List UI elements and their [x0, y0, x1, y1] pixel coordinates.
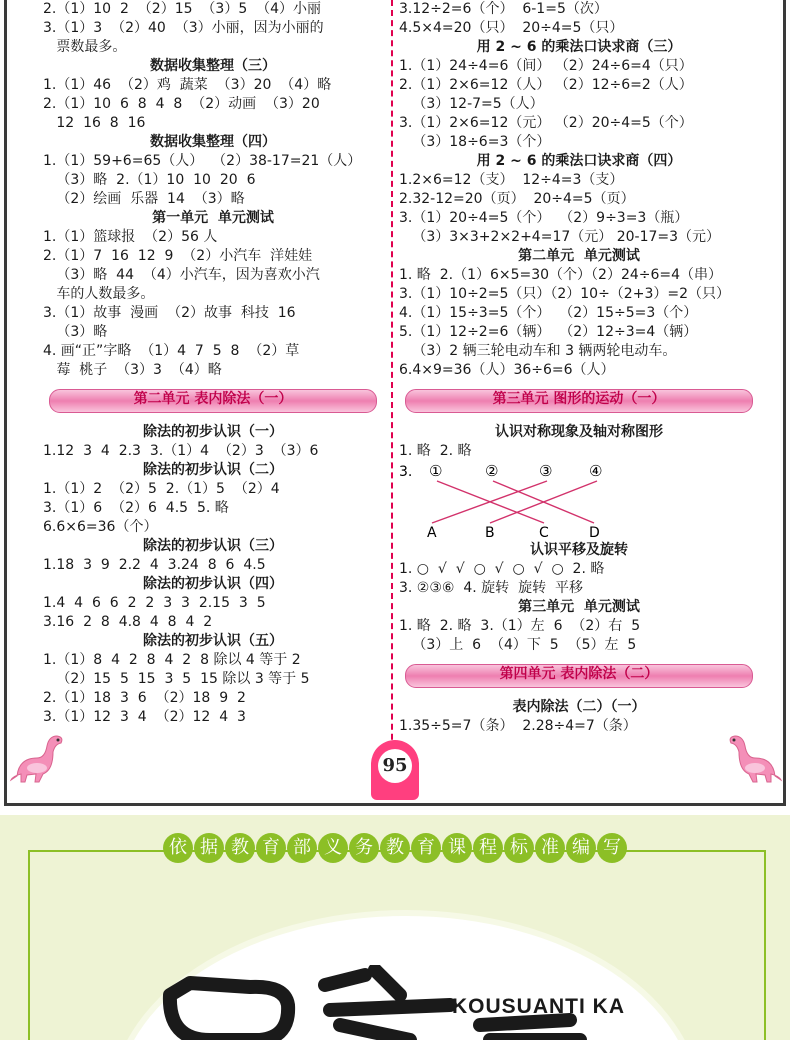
answer-line: 4.5×4=20（只） 20÷4=5（只） [399, 20, 624, 36]
section-heading: 认识对称现象及轴对称图形 [495, 424, 663, 440]
slogan-char: 依 [163, 833, 193, 863]
answer-line: 1.12 3 4 2.3 3.（1）4 （2）3 （3）6 [43, 443, 319, 459]
answer-line: 1.（1）篮球报 （2）56 人 [43, 229, 218, 245]
answer-line: （3）18÷6=3（个） [399, 134, 551, 150]
section-heading: 表内除法（二）（一） [512, 699, 646, 715]
bottom-label: C [539, 525, 549, 541]
section-heading: 第三单元 单元测试 [518, 599, 640, 615]
section-heading: 除法的初步认识（五） [143, 633, 283, 649]
section-heading: 第一单元 单元测试 [152, 210, 274, 226]
slogan-char: 教 [225, 833, 255, 863]
answer-line: 6.4×9=36（人）36÷6=6（人） [399, 362, 615, 378]
top-label: ③ [539, 462, 553, 480]
question-number: 3. [399, 464, 413, 480]
slogan-char: 编 [566, 833, 596, 863]
answer-line: 1. 略 2.（1）6×5=30（个）（2）24÷6=4（串） [399, 267, 723, 283]
slogan-char: 育 [411, 833, 441, 863]
section-heading: 用 2 ~ 6 的乘法口诀求商（三） [476, 39, 682, 55]
answer-line: 2.（1）10 2 （2）15 （3）5 （4）小丽 [43, 1, 322, 17]
section-heading: 除法的初步认识（四） [143, 576, 283, 592]
answer-line: 1.（1）59+6=65（人） （2）38-17=21（人） [43, 153, 362, 169]
answer-line: 1.4 4 6 6 2 2 3 3 2.15 3 5 [43, 595, 266, 611]
dinosaur-icon [9, 728, 69, 783]
answer-line: 2.（1）10 6 8 4 8 （2）动画 （3）20 [43, 96, 320, 112]
answer-line: 1.（1）46 （2）鸡 蔬菜 （3）20 （4）略 [43, 77, 332, 93]
answer-line: 4. 画“正”字略 （1）4 7 5 8 （2）草 [43, 343, 300, 359]
top-label: ② [485, 462, 499, 480]
section-heading: 第二单元 单元测试 [518, 248, 640, 264]
brand-pinyin: KOUSUANTI KA [452, 995, 625, 1018]
answer-line: 车的人数最多。 [43, 286, 155, 302]
answer-line: 2.（1）7 16 12 9 （2）小汽车 洋娃娃 [43, 248, 313, 264]
answer-line: 2.（1）18 3 6 （2）18 9 2 [43, 690, 246, 706]
answer-line: 1.2×6=12（支） 12÷4=3（支） [399, 172, 624, 188]
answer-line: 1. 略 2. 略 [399, 443, 472, 459]
answer-line: 5.（1）12÷2=6（辆） （2）12÷3=4（辆） [399, 324, 698, 340]
answer-line: 3.16 2 8 4.8 4 8 4 2 [43, 614, 213, 630]
left-column [43, 0, 383, 727]
slogan-char: 课 [442, 833, 472, 863]
answer-line: 2.32-12=20（页） 20÷4=5（页） [399, 191, 635, 207]
section-heading: 除法的初步认识（二） [143, 462, 283, 478]
answer-line: 莓 桃子 （3）3 （4）略 [43, 362, 222, 378]
unit-title: 第三单元 图形的运动（一） [492, 391, 666, 407]
page-number-tab [371, 740, 419, 800]
slogan-char: 据 [194, 833, 224, 863]
answer-line: 6.6×6=36（个） [43, 519, 158, 535]
top-label: ④ [589, 462, 603, 480]
answer-page [4, 0, 786, 806]
book-cover-preview [0, 815, 790, 1040]
slogan-char: 务 [349, 833, 379, 863]
answer-line: 3.（1）2×6=12（元） （2）20÷4=5（个） [399, 115, 693, 131]
answer-line: 3.（1）6 （2）6 4.5 5. 略 [43, 500, 229, 516]
column-divider [391, 0, 393, 790]
answer-line: （3）上 6 （4）下 5 （5）左 5 [399, 637, 637, 653]
slogan-char: 义 [318, 833, 348, 863]
answer-line: 1.35÷5=7（条） 2.28÷4=7（条） [399, 718, 637, 734]
right-column [399, 0, 759, 736]
unit-banner [43, 383, 383, 417]
section-heading: 用 2 ~ 6 的乘法口诀求商（四） [476, 153, 682, 169]
answer-line: 3.（1）3 （2）40 （3）小丽，因为小丽的 [43, 20, 324, 36]
slogan-char: 部 [287, 833, 317, 863]
answer-line: 1.（1）8 4 2 8 4 2 8 除以 4 等于 2 [43, 652, 301, 668]
bottom-label: D [589, 525, 600, 541]
section-heading: 除法的初步认识（一） [143, 424, 283, 440]
slogan-char: 程 [473, 833, 503, 863]
answer-line: 3. ②③⑥ 4. 旋转 旋转 平移 [399, 580, 583, 596]
section-heading: 数据收集整理（四） [150, 134, 276, 150]
top-label: ① [429, 462, 443, 480]
page-number: 95 [378, 749, 412, 783]
answer-line: 1.（1）24÷4=6（间） （2）24÷6=4（只） [399, 58, 693, 74]
slogan-char: 教 [380, 833, 410, 863]
answer-line: （3）12-7=5（人） [399, 96, 544, 112]
slogan-bar [0, 833, 790, 863]
unit-banner [399, 383, 759, 417]
slogan-char: 标 [504, 833, 534, 863]
match-line [490, 481, 597, 523]
answer-line: （2）绘画 乐器 14 （3）略 [43, 191, 245, 207]
answer-line: 2.（1）2×6=12（人） （2）12÷6=2（人） [399, 77, 693, 93]
answer-line: 3.（1）12 3 4 （2）12 4 3 [43, 709, 246, 725]
brand-logo-icon [150, 965, 630, 1040]
answer-line: （3）2 辆三轮电动车和 3 辆两轮电动车。 [399, 343, 677, 359]
answer-line: 1. 略 2. 略 3.（1）左 6 （2）右 5 [399, 618, 641, 634]
answer-line: （3）略 [43, 324, 108, 340]
section-heading: 除法的初步认识（三） [143, 538, 283, 554]
section-heading: 认识平移及旋转 [530, 542, 628, 558]
slogan-char: 育 [256, 833, 286, 863]
matching-lines [399, 461, 659, 541]
answer-line: 3.（1）20÷4=5（个） （2）9÷3=3（瓶） [399, 210, 689, 226]
answer-line: 票数最多。 [43, 39, 127, 55]
unit-title: 第四单元 表内除法（二） [499, 666, 659, 682]
answer-line: （2）15 5 15 3 5 15 除以 3 等于 5 [43, 671, 310, 687]
answer-line: （3）略 2.（1）10 10 20 6 [43, 172, 256, 188]
unit-title: 第二单元 表内除法（一） [133, 391, 293, 407]
bottom-label: B [485, 525, 495, 541]
matching-diagram [399, 461, 759, 541]
section-heading: 数据收集整理（三） [150, 58, 276, 74]
slogan-char: 准 [535, 833, 565, 863]
answer-line: 12 16 8 16 [43, 115, 146, 131]
answer-line: 3.（1）故事 漫画 （2）故事 科技 16 [43, 305, 296, 321]
answer-line: 1.（1）2 （2）5 2.（1）5 （2）4 [43, 481, 280, 497]
answer-line: 1.18 3 9 2.2 4 3.24 8 6 4.5 [43, 557, 266, 573]
answer-line: （3）3×3+2×2+4=17（元） 20-17=3（元） [399, 229, 721, 245]
bottom-label: A [427, 525, 437, 541]
dinosaur-icon [719, 728, 783, 783]
slogan-char: 写 [597, 833, 627, 863]
unit-banner [399, 658, 759, 692]
answer-line: 3.12÷2=6（个） 6-1=5（次） [399, 1, 608, 17]
answer-line: （3）略 44 （4）小汽车，因为喜欢小汽 [43, 267, 320, 283]
answer-line: 1. ○ √ √ ○ √ ○ √ ○ 2. 略 [399, 561, 605, 577]
answer-line: 4.（1）15÷3=5（个） （2）15÷5=3（个） [399, 305, 698, 321]
answer-line: 3.（1）10÷2=5（只）（2）10÷（2+3）=2（只） [399, 286, 730, 302]
